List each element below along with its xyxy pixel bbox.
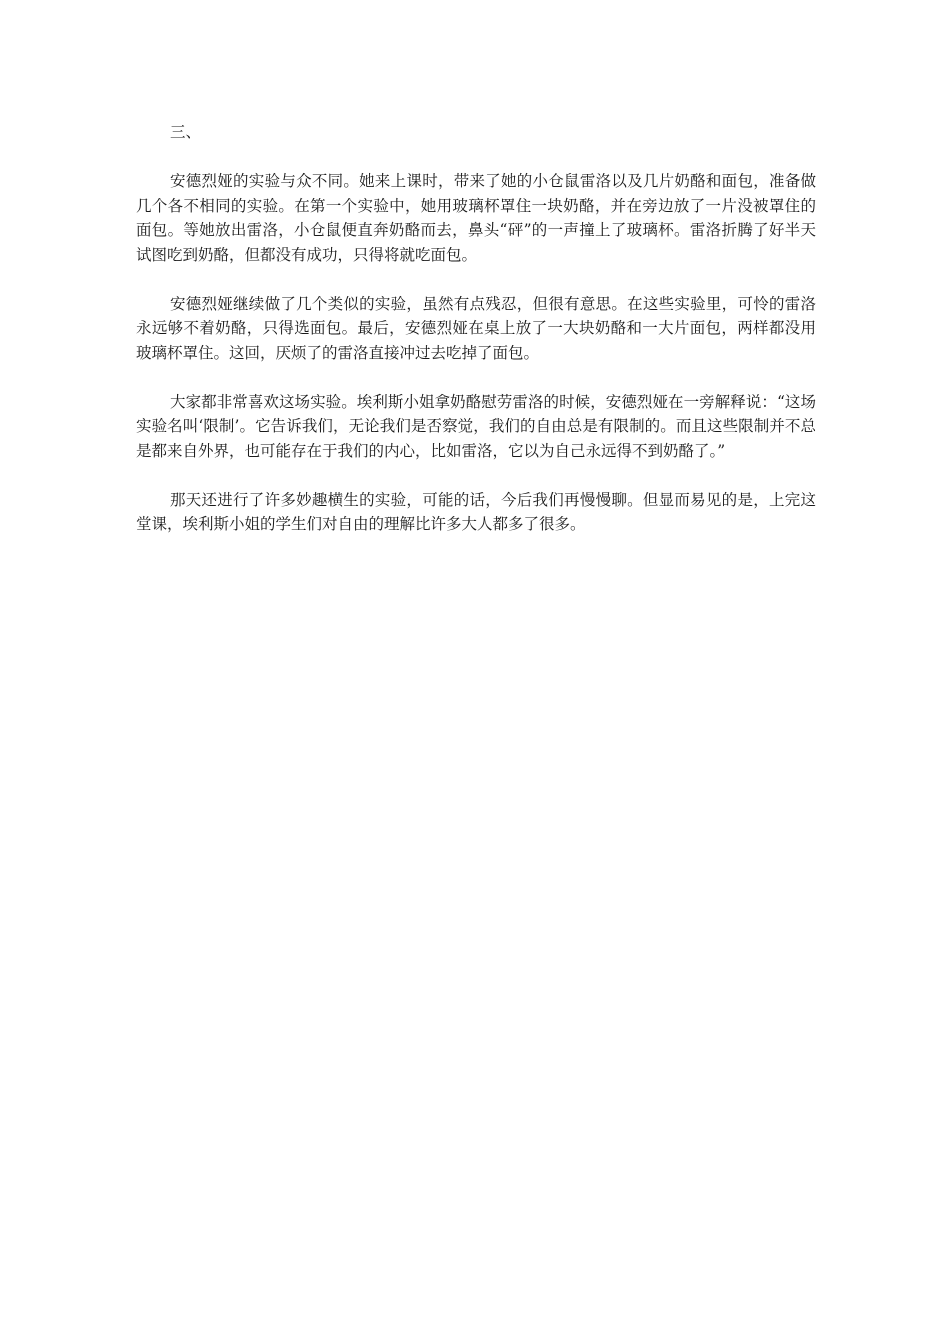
paragraph-3: 大家都非常喜欢这场实验。埃利斯小姐拿奶酪慰劳雷洛的时候，安德烈娅在一旁解释说：“这场实验名叫‘限制’。它告诉我们，无论我们是否察觉，我们的自由总是有限制的。而且这些限制并不总是都来自外界，也可能存在于我们的内心，比如雷洛，它以为自己永远得不到奶酪了。” <box>136 392 816 460</box>
paragraph-2: 安德烈娅继续做了几个类似的实验，虽然有点残忍，但很有意思。在这些实验里，可怜的雷洛永远够不着奶酪，只得选面包。最后，安德烈娅在桌上放了一大块奶酪和一大片面包，两样都没用玻璃杯罩住。这回，厌烦了的雷洛直接冲过去吃掉了面包。 <box>136 294 816 362</box>
paragraph-4: 那天还进行了许多妙趣横生的实验，可能的话，今后我们再慢慢聊。但显而易见的是，上完这堂课，埃利斯小姐的学生们对自由的理解比许多大人都多了很多。 <box>136 490 816 533</box>
document-body <box>136 120 816 537</box>
section-heading: 三、 <box>170 123 202 141</box>
paragraph-1: 安德烈娅的实验与众不同。她来上课时，带来了她的小仓鼠雷洛以及几片奶酪和面包，准备做几个各不相同的实验。在第一个实验中，她用玻璃杯罩住一块奶酪，并在旁边放了一片没被罩住的面包。等她放出雷洛，小仓鼠便直奔奶酪而去，鼻头“砰”的一声撞上了玻璃杯。雷洛折腾了好半天试图吃到奶酪，但都没有成功，只得将就吃面包。 <box>136 172 816 264</box>
